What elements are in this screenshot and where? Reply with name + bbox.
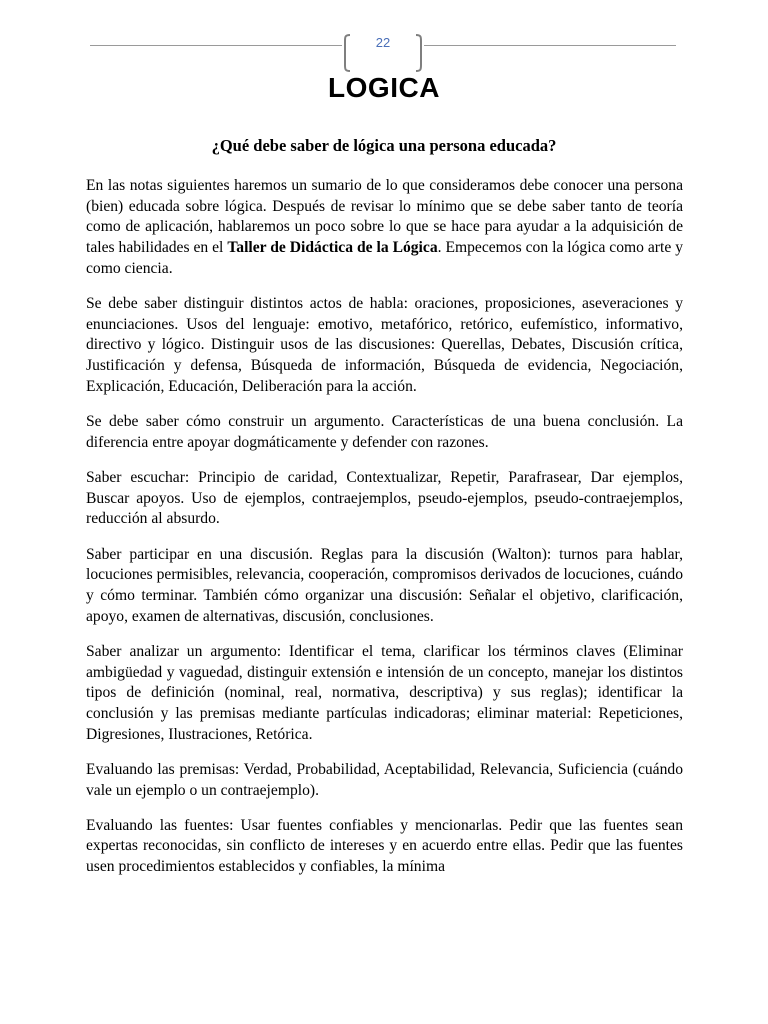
paragraph-3: Se debe saber cómo construir un argumento. Características de una buena conclusión. La diferencia entre apoyar dogmáticamente y defender con razones. [86,413,683,451]
workshop-name: Taller de Didáctica de la Lógica [227,239,438,257]
paragraph-1-text: En las notas siguientes haremos un sumario de lo que consideramos debe conocer una persona (bien) educada sobre lógica. Después de revisar lo mínimo que se debe saber tanto de teoría como de aplicación, hablaremos un poco sobre lo que se hace para ayudar a la adquisición de tales habilidades en el [86,177,683,257]
paragraph-5: Saber participar en una discusión. Reglas para la discusión (Walton): turnos para hablar, locuciones permisibles, relevancia, cooperación, compromisos derivados de locuciones, cuándo y cómo terminar. También cómo organizar una discusión: Señalar el objetivo, clarificación, apoyo, examen de alternativas, discusión, conclusiones. [86,545,683,625]
document-title: LOGICA [328,72,440,103]
page-number: 22 [375,35,391,50]
paragraph-8: Evaluando las fuentes: Usar fuentes confiables y mencionarlas. Pedir que las fuentes sean expertas reconocidas, sin conflicto de intereses y en acuerdo entre ellas. Pedir que las fuentes usen procedimientos establecidos y confiables, la mínima [86,816,683,876]
paragraph-7: Evaluando las premisas: Verdad, Probabilidad, Aceptabilidad, Relevancia, Suficiencia (cuándo vale un ejemplo o un contraejemplo). [86,760,683,799]
paragraph-1 [86,176,683,280]
body-text [86,176,683,892]
section-heading: ¿Qué debe saber de lógica una persona educada? [211,136,557,155]
paragraph-6: Saber analizar un argumento: Identificar el tema, clarificar los términos claves (Eliminar ambigüedad y vaguedad, distinguir extensión e intensión de un concepto, manejar los distintos tipos de definición (nominal, real, normativa, descriptiva) y sus reglas); identificar la conclusión y las premisas mediante partículas indicadoras; eliminar material: Repeticiones, Digresiones, Ilustraciones, Retórica. [86,642,683,743]
header-rule-right [424,45,676,46]
page-number-badge [341,33,425,73]
paragraph-4: Saber escuchar: Principio de caridad, Contextualizar, Repetir, Parafrasear, Dar ejemplos, Buscar apoyos. Uso de ejemplos, contraejemplos, pseudo-ejemplos, pseudo-contraejemplos, reducción al absurdo. [86,468,683,528]
paragraph-2: Se debe saber distinguir distintos actos de habla: oraciones, proposiciones, aseveraciones y enunciaciones. Usos del lenguaje: emotivo, metafórico, retórico, eufemístico, informativo, directivo y lógico. Distinguir usos de las discusiones: Querellas, Debates, Discusión crítica, Justificación y defensa, Búsqueda de información, Búsqueda de evidencia, Negociación, Explicación, Educación, Deliberación para la acción. [86,295,683,395]
paragraph-1-tail: . Empecemos con la lógica como arte y como ciencia. [86,239,683,277]
header-rule-left [90,45,342,46]
